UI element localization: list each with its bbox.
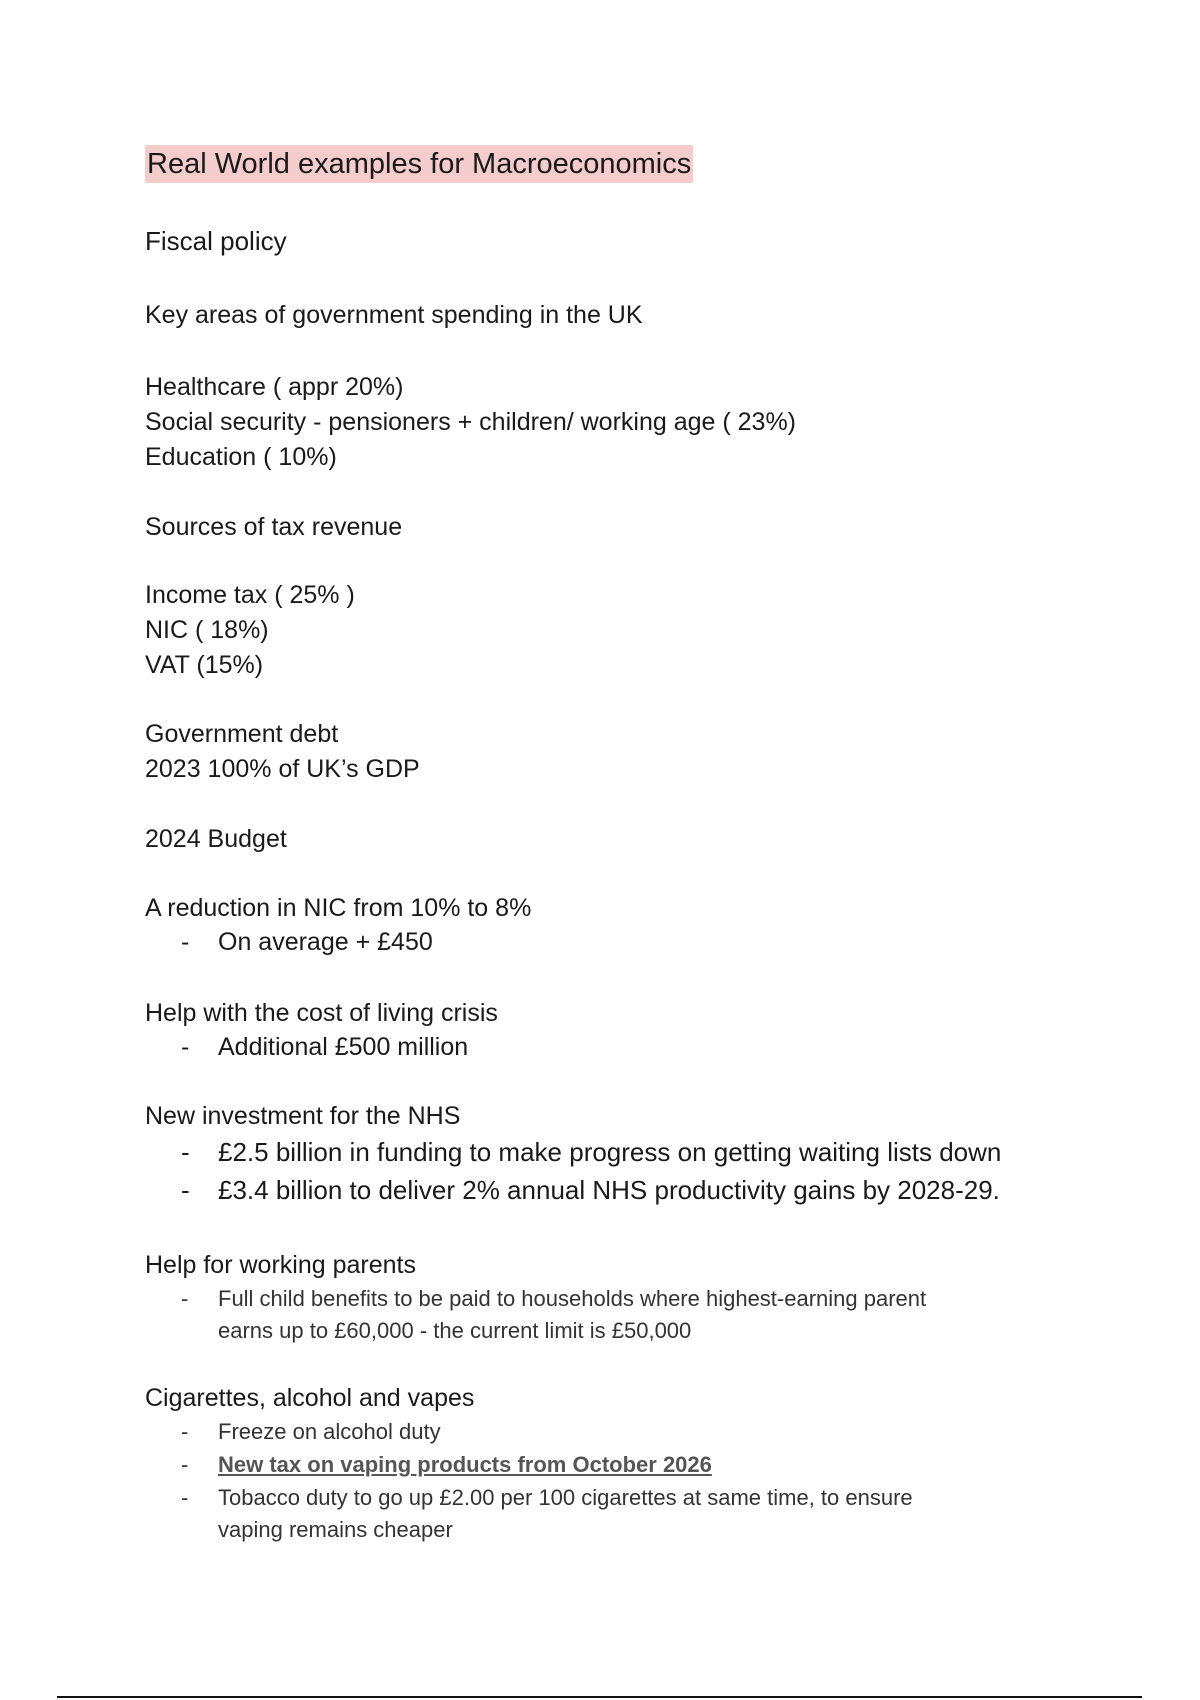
cigarettes-bullet-tobacco-line-1: Tobacco duty to go up £2.00 per 100 cigarettes at same time, to ensure xyxy=(218,1485,913,1510)
nhs-heading: New investment for the NHS xyxy=(145,1102,461,1130)
tax-item-income-tax: Income tax ( 25% ) xyxy=(145,581,355,609)
page-title xyxy=(145,145,693,183)
nhs-bullet-waiting-lists-text: £2.5 billion in funding to make progress on getting waiting lists down xyxy=(218,1137,1002,1167)
parents-bullet-line-2: earns up to £60,000 - the current limit is £50,000 xyxy=(218,1318,692,1343)
spending-heading: Key areas of government spending in the UK xyxy=(145,301,643,329)
parents-heading: Help for working parents xyxy=(145,1251,416,1279)
tax-item-vat: VAT (15%) xyxy=(145,651,264,679)
nhs-bullet-productivity-text: £3.4 billion to deliver 2% annual NHS productivity gains by 2028-29. xyxy=(218,1175,1000,1205)
spending-item-healthcare: Healthcare ( appr 20%) xyxy=(145,373,404,401)
bullet-dash: - xyxy=(181,1452,189,1477)
page-bottom-divider xyxy=(57,1696,1142,1698)
nic-bullet-text: On average + £450 xyxy=(218,928,433,956)
bullet-dash: - xyxy=(181,1175,190,1205)
tax-heading: Sources of tax revenue xyxy=(145,513,403,541)
debt-heading: Government debt xyxy=(145,720,339,748)
vaping-tax-link[interactable]: New tax on vaping products from October 2026 xyxy=(218,1452,712,1477)
nic-heading: A reduction in NIC from 10% to 8% xyxy=(145,894,532,922)
cigarettes-bullet-tobacco-line-2: vaping remains cheaper xyxy=(218,1517,453,1542)
debt-value: 2023 100% of UK’s GDP xyxy=(145,755,420,783)
bullet-dash: - xyxy=(181,1286,189,1311)
page-title-text: Real World examples for Macroeconomics xyxy=(147,148,692,180)
budget-heading: 2024 Budget xyxy=(145,825,287,853)
fiscal-policy-heading: Fiscal policy xyxy=(145,226,287,256)
spending-item-social-security: Social security - pensioners + children/ working age ( 23%) xyxy=(145,408,797,436)
bullet-dash: - xyxy=(181,1485,189,1510)
cost-of-living-heading: Help with the cost of living crisis xyxy=(145,999,498,1027)
parents-bullet-line-1: Full child benefits to be paid to households where highest-earning parent xyxy=(218,1286,927,1311)
bullet-dash: - xyxy=(181,1137,190,1167)
bullet-dash: - xyxy=(181,1419,189,1444)
cigarettes-bullet-alcohol-text: Freeze on alcohol duty xyxy=(218,1419,441,1444)
cost-of-living-bullet-text: Additional £500 million xyxy=(218,1033,469,1061)
bullet-dash: - xyxy=(181,1033,190,1061)
spending-item-education: Education ( 10%) xyxy=(145,443,337,471)
bullet-dash: - xyxy=(181,928,190,956)
tax-item-nic: NIC ( 18%) xyxy=(145,616,269,644)
cigarettes-heading: Cigarettes, alcohol and vapes xyxy=(145,1384,475,1412)
